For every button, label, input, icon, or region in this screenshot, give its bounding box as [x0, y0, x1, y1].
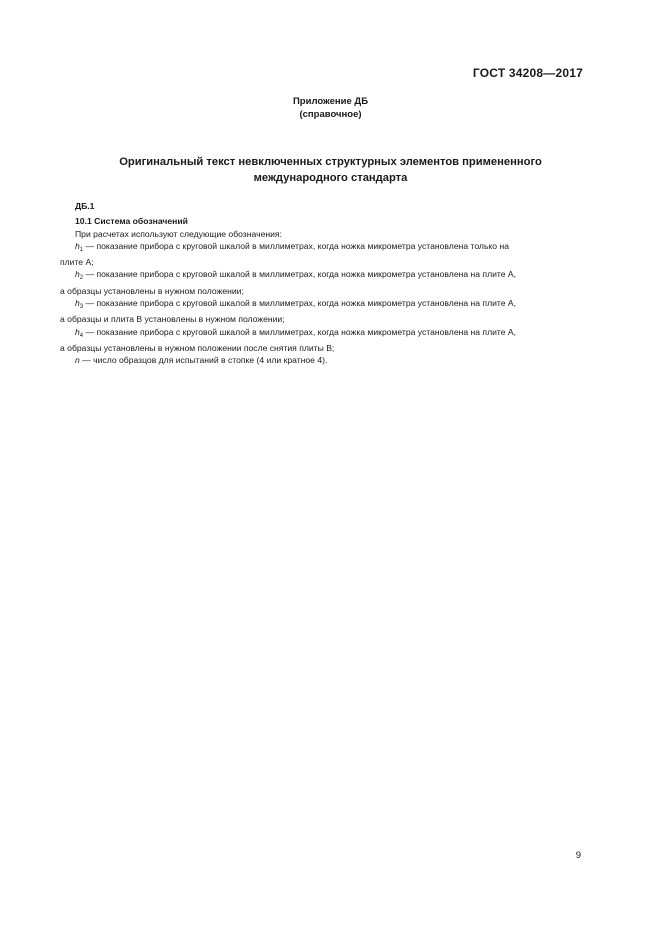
symbol: h	[75, 326, 80, 337]
symbol: h	[75, 269, 80, 280]
definition-h3-line-1	[60, 297, 590, 313]
definition-text: — показание прибора с круговой шкалой в миллиметрах, когда ножка микрометра установлена только на	[83, 240, 509, 251]
symbol-subscript: 2	[79, 275, 84, 282]
definition-h4-line-1	[60, 326, 590, 342]
symbol-subscript: 4	[79, 332, 84, 339]
definition-h1-line-2: плите А;	[60, 257, 94, 268]
appendix-title: Приложение ДБ	[292, 96, 369, 107]
page-number: 9	[575, 850, 581, 861]
definition-h1-line-1	[60, 240, 590, 256]
symbol: n	[75, 355, 80, 366]
symbol-subscript: 3	[79, 304, 84, 311]
definition-h3-line-2: а образцы и плита В установлены в нужном положении;	[60, 314, 285, 325]
document-title-line-1: Оригинальный текст невключенных структурных элементов примененного	[119, 156, 542, 168]
definition-text: — показание прибора с круговой шкалой в миллиметрах, когда ножка микрометра установлена на плите А,	[83, 298, 517, 309]
definition-n	[60, 354, 590, 366]
definition-h4-line-2: а образцы установлены в нужном положении после снятия плиты В;	[60, 342, 335, 353]
subsection-heading: 10.1 Система обозначений	[75, 216, 188, 227]
symbol: h	[75, 240, 80, 251]
standard-id: ГОСТ 34208—2017	[472, 66, 583, 80]
appendix-subtitle: (справочное)	[299, 109, 362, 120]
document-title	[60, 155, 601, 186]
definition-h2-line-1	[60, 268, 590, 284]
section-body	[60, 200, 590, 367]
intro-text: При расчетах используют следующие обозначения:	[75, 228, 282, 239]
definition-text: — показание прибора с круговой шкалой в миллиметрах, когда ножка микрометра установлена на плите А,	[83, 269, 517, 280]
definition-text: — показание прибора с круговой шкалой в миллиметрах, когда ножка микрометра установлена на плите А,	[83, 326, 517, 337]
symbol-subscript: 1	[79, 246, 84, 253]
symbol: h	[75, 298, 80, 309]
appendix-heading	[0, 95, 661, 121]
definition-h2-line-2: а образцы установлены в нужном положении;	[60, 285, 244, 296]
document-title-line-2: международного стандарта	[253, 171, 408, 184]
section-label: ДБ.1	[75, 201, 95, 211]
definition-text: — число образцов для испытаний в стопке (4 или кратное 4).	[79, 355, 328, 366]
